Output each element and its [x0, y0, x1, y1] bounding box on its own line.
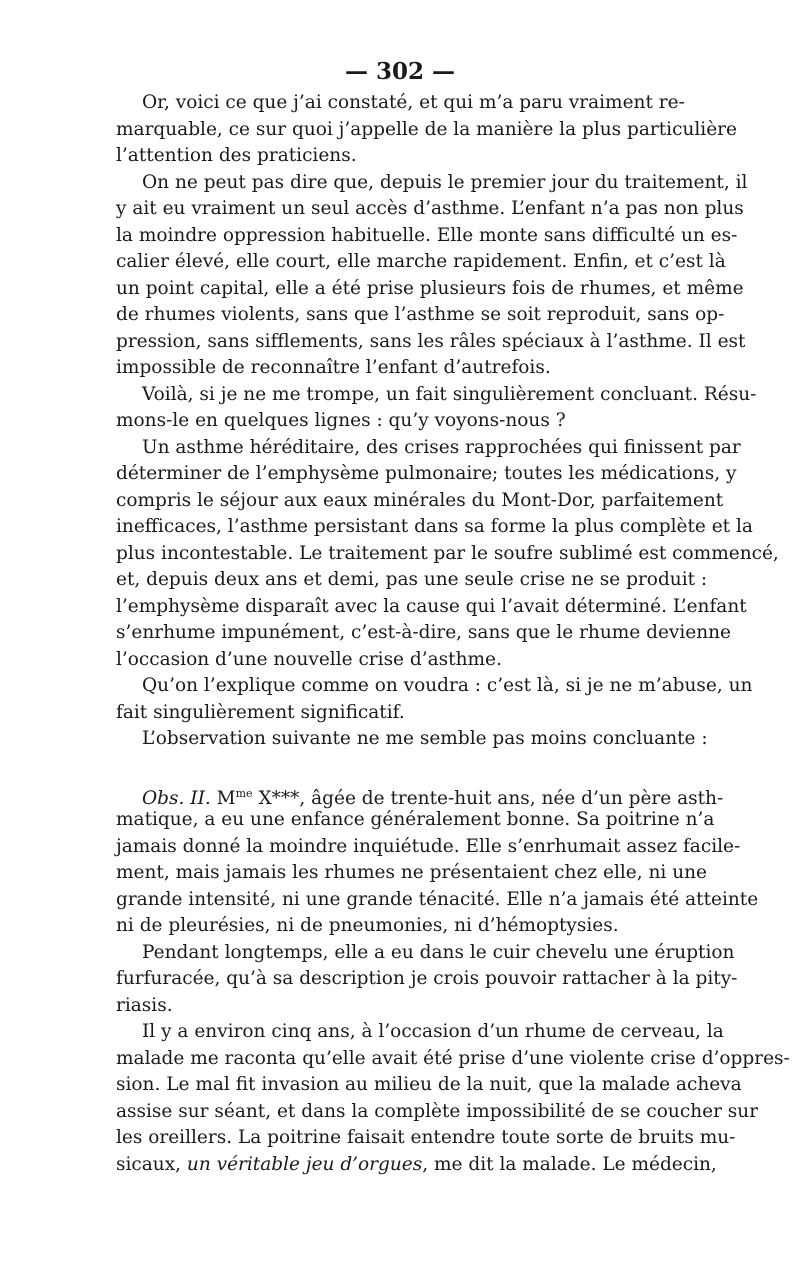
text-line: déterminer de l’emphysème pulmonaire; toutes les médications, y: [116, 463, 737, 484]
text-line: Qu’on l’explique comme on voudra : c’est là, si je ne m’abuse, un: [142, 675, 753, 696]
text-line: furfuracée, qu’à sa description je crois pouvoir rattacher à la pity-: [116, 968, 738, 989]
text-line: matique, a eu une enfance généralement bonne. Sa poitrine n’a: [116, 809, 715, 830]
text-line: jamais donné la moindre inquiétude. Elle s’enrhumait assez facile-: [116, 835, 741, 857]
observation-paragraph: [116, 781, 759, 940]
text-line: pression, sans sifflements, sans les râles spéciaux à l’asthme. Il est: [116, 330, 746, 352]
paragraph: [116, 673, 753, 726]
observation-title: M: [216, 787, 236, 809]
text-line: fait singulièrement significatif.: [116, 701, 405, 723]
text-line: mons-le en quelques lignes : qu’y voyons-nous ?: [116, 410, 566, 431]
body-text: [116, 90, 790, 1178]
text-line: l’occasion d’une nouvelle crise d’asthme.: [116, 648, 502, 670]
text-line: On ne peut pas dire que, depuis le premier jour du traitement, il: [142, 171, 748, 193]
text-line: Voilà, si je ne me trompe, un fait singulièrement concluant. Résu-: [142, 383, 757, 405]
text-line: y ait eu vraiment un seul accès d’asthme. L’enfant n’a pas non plus: [116, 198, 744, 219]
text-line: inefficaces, l’asthme persistant dans sa forme la plus complète et la: [116, 516, 753, 537]
text-span: sicaux,: [116, 1153, 187, 1175]
text-line: L’observation suivante ne me semble pas moins concluante :: [142, 728, 708, 749]
observation-label: Obs. II.: [142, 787, 211, 809]
text-line: assise sur séant, et dans la complète impossibilité de se coucher sur: [116, 1100, 759, 1122]
observation-first-line-rest: , âgée de trente-huit ans, née d’un père asth-: [299, 787, 724, 809]
text-line: Il y a environ cinq ans, à l’occasion d’un rhume de cerveau, la: [142, 1021, 724, 1042]
text-line: et, depuis deux ans et demi, pas une seule crise ne se produit :: [116, 569, 708, 590]
text-line: Or, voici ce que j’ai constaté, et qui m’a paru vraiment re-: [142, 92, 685, 113]
text-line: les oreillers. La poitrine faisait entendre toute sorte de bruits mu-: [116, 1127, 736, 1148]
text-line: ni de pleurésies, ni de pneumonies, ni d’hémoptysies.: [116, 915, 619, 936]
patient-name: X***: [258, 787, 300, 809]
text-line: [116, 781, 724, 809]
text-line: riasis.: [116, 994, 173, 1016]
text-line: [116, 1152, 717, 1179]
text-line: grande intensité, ni une grande ténacité. Elle n’a jamais été atteinte: [116, 888, 759, 910]
italic-quote: un véritable jeu d’orgues: [186, 1153, 423, 1175]
text-line: l’attention des praticiens.: [116, 145, 357, 166]
text-line: un point capital, elle a été prise plusieurs fois de rhumes, et même: [116, 277, 744, 299]
text-line: sion. Le mal fit invasion au milieu de la nuit, que la malade acheva: [116, 1074, 742, 1095]
section-gap: [116, 753, 684, 781]
text-line: malade me raconta qu’elle avait été prise d’une violente crise d’oppres-: [116, 1047, 790, 1069]
paragraph: [116, 940, 738, 1020]
text-line: impossible de reconnaître l’enfant d’autrefois.: [116, 357, 551, 378]
text-line: compris le séjour aux eaux minérales du Mont-Dor, parfaitement: [116, 489, 724, 511]
text-line: marquable, ce sur quoi j’appelle de la manière la plus particulière: [116, 118, 737, 140]
paragraph: [116, 435, 779, 674]
text-line: plus incontestable. Le traitement par le soufre sublimé est commencé,: [116, 542, 779, 564]
paragraph: [116, 90, 737, 170]
text-line: s’enrhume impunément, c’est-à-dire, sans que le rhume devienne: [116, 622, 731, 643]
text-line: Pendant longtemps, elle a eu dans le cuir chevelu une éruption: [142, 941, 735, 963]
text-line: calier élevé, elle court, elle marche rapidement. Enfin, et c’est là: [116, 251, 726, 272]
paragraph: [116, 726, 708, 753]
page-number: — 302 —: [344, 58, 456, 85]
text-line: l’emphysème disparaît avec la cause qui l’avait déterminé. L’enfant: [116, 595, 747, 617]
paragraph: [116, 1019, 790, 1178]
text-line: ment, mais jamais les rhumes ne présentaient chez elle, ni une: [116, 862, 707, 883]
paragraph: [116, 382, 757, 435]
paragraph: [116, 170, 748, 382]
text-line: la moindre oppression habituelle. Elle monte sans difficulté un es-: [116, 224, 738, 246]
text-line: Un asthme héréditaire, des crises rapprochées qui finissent par: [142, 436, 741, 458]
text-span: , me dit la malade. Le médecin,: [422, 1153, 717, 1175]
text-line: de rhumes violents, sans que l’asthme se soit reproduit, sans op-: [116, 304, 725, 325]
observation-title-sup: me: [235, 786, 253, 800]
